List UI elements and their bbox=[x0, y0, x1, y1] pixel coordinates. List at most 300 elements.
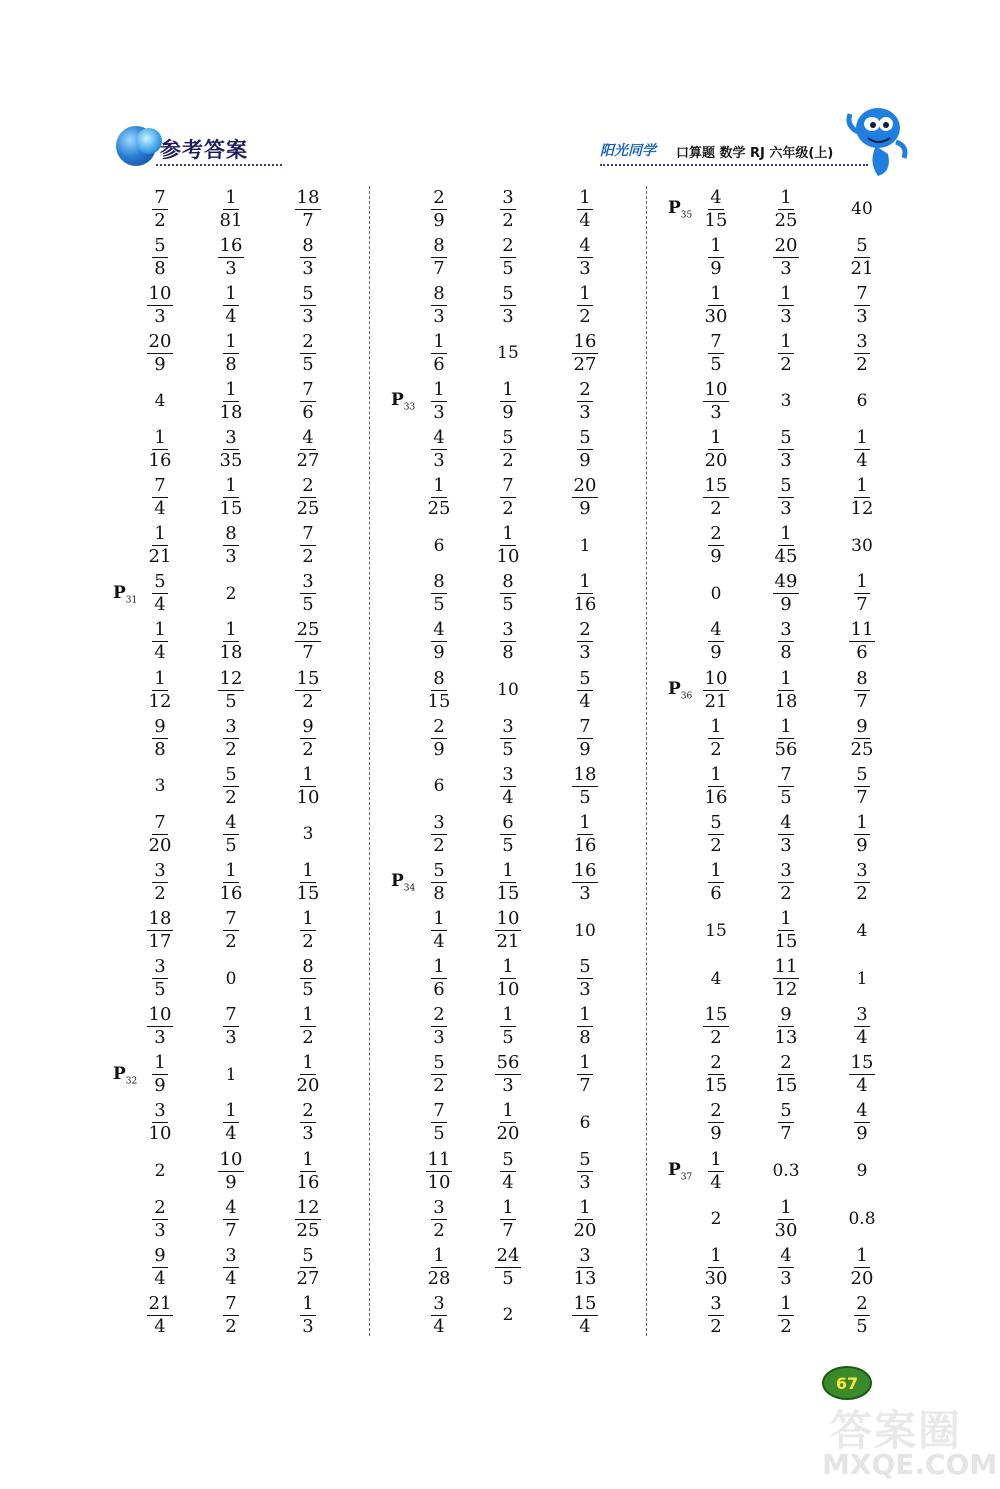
fraction-denominator: 20 bbox=[573, 1219, 597, 1241]
answer-cell bbox=[201, 1052, 261, 1098]
answer-cell bbox=[555, 571, 615, 617]
fraction bbox=[295, 429, 322, 470]
fraction-numerator: 2 bbox=[502, 234, 514, 256]
fraction-denominator: 9 bbox=[579, 450, 591, 471]
fraction bbox=[708, 811, 723, 856]
fraction-numerator: 5 bbox=[502, 282, 514, 304]
fraction-denominator: 3 bbox=[154, 1027, 166, 1049]
answer-cell bbox=[201, 763, 261, 809]
fraction bbox=[500, 715, 515, 760]
fraction bbox=[495, 1244, 522, 1289]
fraction bbox=[431, 573, 446, 614]
fraction-denominator: 2 bbox=[433, 834, 445, 856]
fraction-numerator: 16 bbox=[219, 234, 243, 256]
answer-cell bbox=[278, 1244, 338, 1290]
fraction-denominator: 4 bbox=[154, 1315, 166, 1337]
fraction-numerator: 5 bbox=[225, 763, 237, 785]
fraction-denominator: 9 bbox=[780, 594, 792, 616]
answer-cell bbox=[686, 859, 746, 905]
fraction bbox=[854, 1102, 869, 1143]
fraction-denominator: 9 bbox=[710, 257, 722, 279]
answer-cell bbox=[832, 1100, 892, 1146]
fraction-denominator: 4 bbox=[856, 1075, 868, 1097]
fraction-denominator: 25 bbox=[296, 498, 320, 520]
fraction-numerator: 1 bbox=[710, 1244, 722, 1266]
answer-cell bbox=[478, 427, 538, 473]
fraction bbox=[500, 1148, 515, 1193]
answer-cell bbox=[832, 330, 892, 376]
fraction-numerator: 2 bbox=[302, 330, 314, 352]
answer-cell bbox=[555, 330, 615, 376]
fraction-denominator: 7 bbox=[302, 642, 314, 664]
answer-value: 2 bbox=[154, 1161, 166, 1181]
fraction-denominator: 3 bbox=[433, 401, 445, 423]
answer-cell bbox=[130, 571, 190, 617]
fraction bbox=[431, 1006, 446, 1047]
fraction-denominator: 16 bbox=[573, 834, 597, 856]
answer-cell bbox=[686, 715, 746, 761]
answer-cell bbox=[130, 427, 190, 473]
fraction-numerator: 15 bbox=[850, 1052, 874, 1074]
answer-cell bbox=[832, 1244, 892, 1290]
fraction bbox=[300, 573, 315, 614]
fraction-denominator: 27 bbox=[573, 353, 597, 375]
fraction bbox=[147, 1292, 174, 1337]
fraction-denominator: 4 bbox=[433, 931, 445, 952]
fraction-numerator: 11 bbox=[774, 956, 798, 978]
fraction-numerator: 1 bbox=[433, 956, 445, 978]
fraction-numerator: 10 bbox=[219, 1148, 243, 1170]
answer-cell bbox=[478, 859, 538, 905]
answer-cell bbox=[278, 523, 338, 569]
fraction-denominator: 2 bbox=[225, 786, 237, 808]
answer-cell bbox=[832, 1292, 892, 1338]
answer-cell bbox=[130, 763, 190, 809]
fraction bbox=[300, 234, 315, 279]
answer-cell bbox=[278, 330, 338, 376]
fraction-numerator: 1 bbox=[433, 475, 445, 497]
fraction-denominator: 5 bbox=[302, 353, 314, 375]
answer-cell bbox=[686, 571, 746, 617]
fraction bbox=[849, 621, 876, 662]
answer-value: 0 bbox=[225, 968, 237, 989]
fraction-numerator: 15 bbox=[296, 667, 320, 689]
answer-cell bbox=[409, 427, 469, 473]
fraction-denominator: 2 bbox=[302, 1027, 314, 1049]
fraction bbox=[431, 282, 446, 327]
fraction-numerator: 1 bbox=[302, 1052, 314, 1074]
answer-cell bbox=[478, 956, 538, 1002]
answer-cell bbox=[555, 763, 615, 809]
fraction bbox=[500, 1006, 515, 1047]
fraction bbox=[577, 621, 592, 662]
answer-cell bbox=[832, 523, 892, 569]
answer-cell bbox=[555, 186, 615, 232]
fraction-numerator: 1 bbox=[302, 1004, 314, 1026]
fraction-denominator: 9 bbox=[579, 498, 591, 520]
fraction bbox=[223, 910, 238, 951]
fraction-numerator: 4 bbox=[579, 234, 591, 256]
fraction bbox=[147, 910, 174, 951]
fraction bbox=[703, 1054, 730, 1095]
answer-cell bbox=[756, 330, 816, 376]
fraction-denominator: 7 bbox=[856, 690, 868, 712]
fraction-denominator: 8 bbox=[579, 1027, 591, 1049]
fraction-numerator: 21 bbox=[148, 1292, 172, 1314]
answer-value: 3 bbox=[302, 824, 314, 845]
answer-value: 10 bbox=[497, 680, 519, 700]
fraction-denominator: 3 bbox=[302, 257, 314, 279]
fraction-numerator: 4 bbox=[780, 811, 792, 833]
fraction-numerator: 1 bbox=[154, 523, 166, 545]
fraction-numerator: 3 bbox=[225, 1244, 237, 1266]
header-left-rule bbox=[156, 164, 282, 166]
fraction bbox=[773, 234, 800, 279]
fraction-denominator: 5 bbox=[433, 1123, 445, 1145]
answer-cell bbox=[409, 859, 469, 905]
fraction-denominator: 5 bbox=[302, 979, 314, 1001]
fraction-denominator: 3 bbox=[780, 305, 792, 327]
answer-cell bbox=[130, 667, 190, 713]
answer-cell bbox=[130, 330, 190, 376]
fraction-numerator: 1 bbox=[302, 763, 314, 785]
fraction-numerator: 8 bbox=[302, 234, 314, 256]
fraction-numerator: 5 bbox=[433, 1052, 445, 1074]
fraction bbox=[500, 186, 515, 231]
fraction-denominator: 2 bbox=[710, 1315, 722, 1337]
answer-cell bbox=[409, 234, 469, 280]
fraction bbox=[854, 573, 869, 614]
fraction-denominator: 12 bbox=[774, 979, 798, 1001]
fraction bbox=[426, 667, 453, 712]
answer-cell bbox=[686, 1292, 746, 1338]
fraction-numerator: 8 bbox=[856, 667, 868, 689]
fraction bbox=[572, 1196, 599, 1241]
page-number: 67 bbox=[835, 1373, 859, 1393]
fraction bbox=[773, 525, 800, 566]
fraction-denominator: 7 bbox=[433, 257, 445, 279]
fraction bbox=[152, 859, 167, 904]
fraction-numerator: 3 bbox=[710, 1292, 722, 1314]
fraction bbox=[854, 667, 869, 712]
answer-cell bbox=[201, 667, 261, 713]
fraction-numerator: 1 bbox=[710, 234, 722, 256]
answer-cell bbox=[278, 763, 338, 809]
fraction-denominator: 4 bbox=[154, 642, 166, 664]
answer-cell bbox=[278, 427, 338, 473]
fraction-numerator: 3 bbox=[302, 571, 314, 593]
page-ref-number: 31 bbox=[125, 595, 138, 606]
answer-value: 6 bbox=[433, 535, 445, 556]
fraction-denominator: 4 bbox=[710, 1171, 722, 1193]
fraction-numerator: 4 bbox=[710, 619, 722, 641]
fraction-numerator: 4 bbox=[225, 1196, 237, 1218]
answer-cell bbox=[832, 811, 892, 857]
fraction-denominator: 10 bbox=[296, 786, 320, 808]
fraction bbox=[773, 573, 800, 614]
mascot-icon bbox=[838, 102, 910, 180]
answer-cell bbox=[555, 619, 615, 665]
fraction-numerator: 1 bbox=[780, 523, 792, 545]
answer-cell bbox=[201, 715, 261, 761]
fraction bbox=[773, 186, 800, 231]
answer-cell bbox=[478, 908, 538, 954]
answer-cell bbox=[409, 619, 469, 665]
answer-cell bbox=[201, 811, 261, 857]
fraction-denominator: 3 bbox=[302, 305, 314, 327]
fraction bbox=[773, 1196, 800, 1241]
fraction-denominator: 2 bbox=[302, 931, 314, 952]
fraction bbox=[147, 525, 174, 566]
answer-cell bbox=[409, 571, 469, 617]
fraction-denominator: 56 bbox=[774, 738, 798, 760]
fraction-denominator: 3 bbox=[433, 1027, 445, 1049]
answer-cell bbox=[686, 1052, 746, 1098]
fraction bbox=[773, 1006, 800, 1047]
fraction bbox=[703, 429, 730, 470]
fraction bbox=[703, 477, 730, 518]
fraction-denominator: 18 bbox=[219, 642, 243, 664]
fraction-denominator: 8 bbox=[154, 738, 166, 760]
fraction-denominator: 3 bbox=[433, 450, 445, 471]
fraction-numerator: 1 bbox=[502, 523, 514, 545]
fraction bbox=[577, 234, 592, 279]
answer-cell bbox=[756, 619, 816, 665]
answer-cell bbox=[278, 1004, 338, 1050]
answer-cell bbox=[832, 186, 892, 232]
answer-cell bbox=[478, 763, 538, 809]
page-ref-number: 36 bbox=[680, 691, 693, 702]
answer-cell bbox=[130, 1004, 190, 1050]
fraction-denominator: 9 bbox=[433, 738, 445, 760]
fraction-numerator: 2 bbox=[780, 1052, 792, 1074]
fraction-numerator: 15 bbox=[573, 1292, 597, 1314]
fraction-denominator: 6 bbox=[433, 979, 445, 1001]
fraction-numerator: 10 bbox=[496, 908, 520, 929]
fraction-denominator: 8 bbox=[780, 642, 792, 664]
fraction-denominator: 3 bbox=[154, 1219, 166, 1241]
fraction-denominator: 18 bbox=[774, 690, 798, 712]
fraction-denominator: 8 bbox=[502, 642, 514, 664]
fraction-numerator: 4 bbox=[710, 186, 722, 208]
fraction-numerator: 7 bbox=[154, 186, 166, 208]
fraction bbox=[431, 330, 446, 375]
fraction-numerator: 5 bbox=[579, 1148, 591, 1170]
answer-cell bbox=[832, 1196, 892, 1242]
fraction bbox=[218, 1148, 245, 1193]
fraction bbox=[300, 910, 315, 951]
fraction bbox=[703, 763, 730, 808]
fraction-numerator: 5 bbox=[856, 763, 868, 785]
fraction bbox=[495, 1054, 522, 1095]
fraction-numerator: 8 bbox=[433, 282, 445, 304]
fraction-numerator: 1 bbox=[433, 330, 445, 352]
answer-cell bbox=[756, 908, 816, 954]
fraction bbox=[218, 234, 245, 279]
page-ref-number: 37 bbox=[680, 1172, 693, 1183]
fraction-numerator: 1 bbox=[502, 859, 514, 881]
fraction bbox=[431, 1054, 446, 1095]
fraction bbox=[500, 621, 515, 662]
answer-cell bbox=[478, 186, 538, 232]
fraction-numerator: 1 bbox=[579, 1004, 591, 1026]
fraction-denominator: 2 bbox=[302, 738, 314, 760]
fraction-denominator: 25 bbox=[850, 738, 874, 760]
fraction-numerator: 3 bbox=[856, 1004, 868, 1026]
fraction-denominator: 3 bbox=[225, 546, 237, 568]
fraction-denominator: 16 bbox=[219, 882, 243, 904]
answer-cell bbox=[478, 667, 538, 713]
fraction-denominator: 6 bbox=[302, 401, 314, 423]
fraction bbox=[426, 1244, 453, 1289]
answer-cell bbox=[555, 1148, 615, 1194]
answer-cell bbox=[409, 1004, 469, 1050]
fraction bbox=[778, 282, 793, 327]
fraction-denominator: 4 bbox=[154, 1267, 166, 1289]
answer-cell bbox=[686, 1004, 746, 1050]
fraction-numerator: 1 bbox=[225, 330, 237, 352]
fraction bbox=[295, 1054, 322, 1095]
fraction bbox=[147, 429, 174, 470]
fraction-denominator: 10 bbox=[427, 1171, 451, 1193]
answer-cell bbox=[756, 427, 816, 473]
answer-cell bbox=[201, 619, 261, 665]
fraction bbox=[778, 1292, 793, 1337]
fraction bbox=[147, 667, 174, 712]
fraction-denominator: 2 bbox=[433, 1075, 445, 1097]
page-number-badge bbox=[822, 1366, 872, 1400]
fraction-numerator: 16 bbox=[573, 859, 597, 881]
fraction-numerator: 8 bbox=[225, 523, 237, 545]
fraction-numerator: 3 bbox=[433, 811, 445, 833]
fraction bbox=[223, 715, 238, 760]
fraction-numerator: 5 bbox=[154, 234, 166, 256]
fraction bbox=[300, 715, 315, 760]
fraction-denominator: 13 bbox=[774, 1027, 798, 1049]
fraction-denominator: 10 bbox=[496, 546, 520, 568]
fraction-numerator: 5 bbox=[579, 427, 591, 448]
fraction bbox=[703, 1006, 730, 1047]
fraction-numerator: 5 bbox=[780, 475, 792, 497]
answer-cell bbox=[686, 378, 746, 424]
fraction bbox=[300, 525, 315, 566]
fraction-numerator: 5 bbox=[502, 427, 514, 448]
answer-cell bbox=[756, 571, 816, 617]
fraction-numerator: 9 bbox=[154, 715, 166, 737]
fraction bbox=[577, 429, 592, 470]
fraction-denominator: 2 bbox=[225, 1315, 237, 1337]
fraction bbox=[500, 811, 515, 856]
fraction bbox=[431, 429, 446, 470]
answer-cell bbox=[756, 763, 816, 809]
fraction-denominator: 5 bbox=[225, 834, 237, 856]
fraction bbox=[773, 667, 800, 712]
page-ref-number: 35 bbox=[680, 210, 693, 221]
answer-cell bbox=[756, 715, 816, 761]
fraction-numerator: 1 bbox=[433, 908, 445, 929]
fraction-denominator: 18 bbox=[219, 401, 243, 423]
fraction-denominator: 3 bbox=[579, 257, 591, 279]
fraction-numerator: 7 bbox=[154, 811, 166, 833]
answer-cell bbox=[130, 378, 190, 424]
answer-cell bbox=[409, 1292, 469, 1338]
fraction bbox=[778, 429, 793, 470]
fraction bbox=[431, 910, 446, 951]
fraction-numerator: 1 bbox=[710, 282, 722, 304]
fraction-numerator: 1 bbox=[302, 859, 314, 881]
answer-cell bbox=[278, 619, 338, 665]
answer-value: 1 bbox=[579, 535, 591, 556]
fraction bbox=[152, 573, 167, 614]
fraction-denominator: 3 bbox=[780, 257, 792, 279]
fraction bbox=[295, 1196, 322, 1241]
answer-value: 4 bbox=[710, 968, 722, 989]
fraction-denominator: 5 bbox=[856, 1315, 868, 1337]
answer-cell bbox=[201, 234, 261, 280]
fraction-denominator: 8 bbox=[433, 882, 445, 904]
fraction-denominator: 17 bbox=[148, 931, 172, 952]
fraction bbox=[152, 621, 167, 662]
fraction-denominator: 10 bbox=[148, 1123, 172, 1145]
answer-cell bbox=[756, 1244, 816, 1290]
answer-cell bbox=[409, 763, 469, 809]
fraction-numerator: 6 bbox=[502, 811, 514, 833]
fraction-denominator: 21 bbox=[148, 546, 172, 568]
answer-value: 2 bbox=[502, 1305, 514, 1326]
answer-cell bbox=[201, 523, 261, 569]
fraction-denominator: 15 bbox=[774, 1075, 798, 1097]
fraction-numerator: 3 bbox=[856, 859, 868, 881]
fraction-denominator: 3 bbox=[856, 305, 868, 327]
fraction bbox=[152, 1244, 167, 1289]
fraction-numerator: 2 bbox=[856, 1292, 868, 1314]
fraction-numerator: 2 bbox=[433, 715, 445, 737]
fraction-denominator: 2 bbox=[780, 1315, 792, 1337]
fraction bbox=[703, 667, 730, 712]
fraction-denominator: 15 bbox=[704, 209, 728, 231]
fraction bbox=[577, 958, 592, 999]
fraction bbox=[300, 1102, 315, 1143]
fraction-denominator: 9 bbox=[856, 1123, 868, 1145]
fraction-numerator: 1 bbox=[579, 811, 591, 833]
fraction bbox=[295, 1148, 322, 1193]
answer-value: 40 bbox=[851, 199, 873, 219]
answer-cell bbox=[409, 908, 469, 954]
fraction bbox=[431, 958, 446, 999]
fraction bbox=[223, 282, 238, 327]
fraction bbox=[152, 958, 167, 999]
answer-cell bbox=[756, 282, 816, 328]
fraction bbox=[572, 811, 599, 856]
fraction-denominator: 4 bbox=[225, 1267, 237, 1289]
fraction-numerator: 3 bbox=[433, 1292, 445, 1314]
fraction bbox=[703, 1244, 730, 1289]
fraction-denominator: 27 bbox=[296, 1267, 320, 1289]
fraction-numerator: 12 bbox=[296, 1196, 320, 1218]
fraction bbox=[773, 910, 800, 951]
fraction bbox=[577, 1148, 592, 1193]
fraction-denominator: 20 bbox=[296, 1075, 320, 1097]
answer-cell bbox=[555, 956, 615, 1002]
fraction-denominator: 9 bbox=[433, 642, 445, 664]
answer-cell bbox=[278, 956, 338, 1002]
fraction-denominator: 81 bbox=[219, 209, 243, 231]
fraction-numerator: 1 bbox=[302, 1292, 314, 1314]
fraction-numerator: 5 bbox=[579, 956, 591, 978]
fraction bbox=[218, 667, 245, 712]
fraction bbox=[431, 811, 446, 856]
answer-cell bbox=[478, 619, 538, 665]
